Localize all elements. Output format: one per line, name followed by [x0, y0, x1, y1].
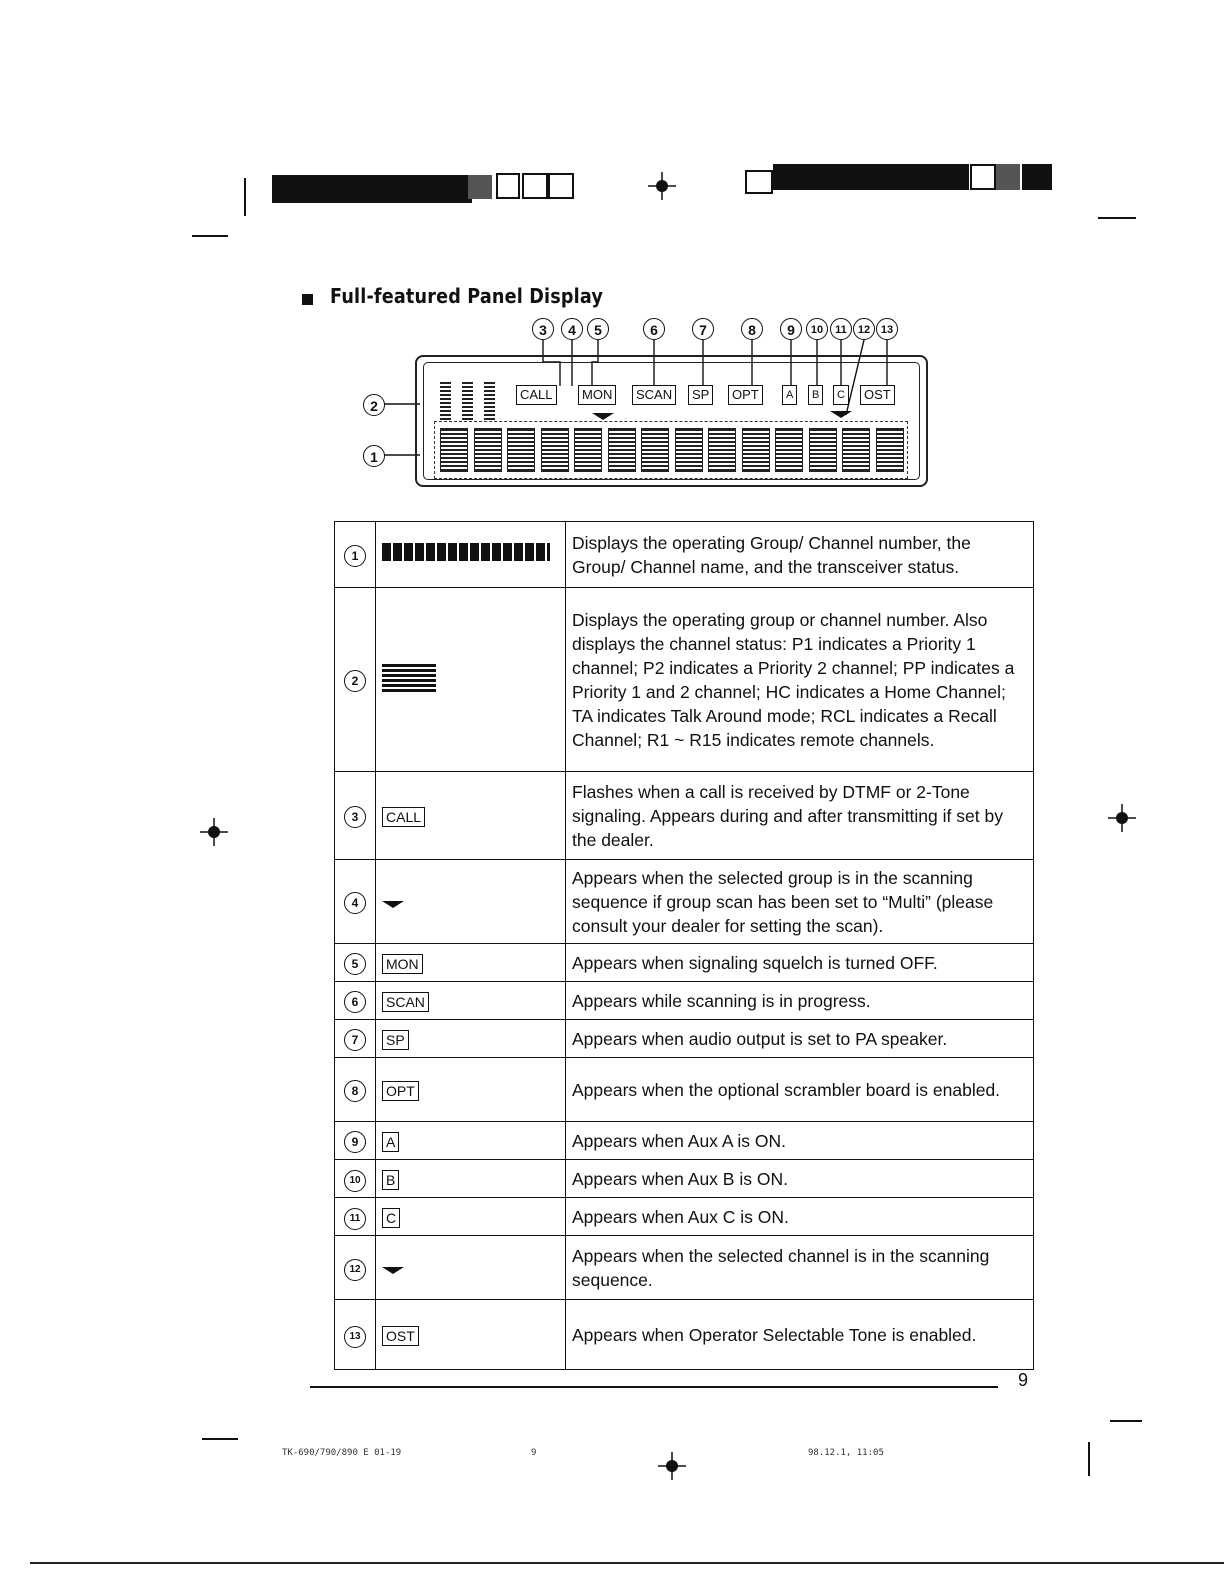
- table-row: [335, 1122, 1034, 1160]
- top-left-rule: [192, 235, 228, 237]
- page-number: 9: [1018, 1370, 1029, 1390]
- row-description: Appears when signaling squelch is turned OFF.: [566, 944, 1034, 982]
- row-number-cell: [335, 1058, 376, 1122]
- row-description: Appears when Operator Selectable Tone is enabled.: [566, 1300, 1034, 1370]
- callout-3: 3: [532, 318, 554, 340]
- header-bar-right-end: [1022, 164, 1052, 190]
- row-number: 7: [344, 1029, 366, 1051]
- bottom-right-rule: [1110, 1420, 1142, 1422]
- lcd-group-digit-3: [484, 382, 495, 420]
- indicator-symbol: C: [382, 1208, 400, 1228]
- row-number: 4: [344, 892, 366, 914]
- row-number: 2: [344, 670, 366, 692]
- row-symbol-cell: [376, 1236, 566, 1300]
- header-block-right-3: [996, 164, 1020, 190]
- callout-12: 12: [853, 318, 875, 340]
- lcd-digit: [742, 428, 770, 472]
- header-block-left-1: [468, 175, 492, 199]
- lcd-indicator-c: C: [833, 385, 849, 405]
- header-block-right-1: [745, 170, 773, 194]
- indicator-symbol: SCAN: [382, 992, 429, 1012]
- table-row: [335, 1198, 1034, 1236]
- row-number: 6: [344, 991, 366, 1013]
- row-symbol-cell: [376, 944, 566, 982]
- registration-mark-left-icon: [200, 818, 228, 846]
- lcd-digit: [775, 428, 803, 472]
- lcd-dashed-frame: [434, 421, 908, 479]
- row-number: 8: [344, 1080, 366, 1102]
- indicator-symbol: MON: [382, 954, 423, 974]
- row-description: Flashes when a call is received by DTMF or 2-Tone signaling. Appears during and after transmitting if set by the dealer.: [566, 772, 1034, 860]
- registration-mark-right-icon: [1108, 804, 1136, 832]
- indicator-symbol: A: [382, 1132, 399, 1152]
- left-margin-line: [244, 178, 246, 216]
- lcd-indicator-b: B: [808, 385, 823, 405]
- bottom-rule: [310, 1386, 998, 1388]
- lcd-group-digit-2: [462, 382, 473, 420]
- bottom-right-tick: [1088, 1442, 1090, 1476]
- callout-13: 13: [876, 318, 898, 340]
- callout-6: 6: [643, 318, 665, 340]
- row-number-cell: [335, 1236, 376, 1300]
- section-title: Full-featured Panel Display: [330, 284, 604, 308]
- lcd-digit: [474, 428, 502, 472]
- header-bar-right: [773, 164, 969, 190]
- row-number-cell: [335, 772, 376, 860]
- table-row: [335, 1160, 1034, 1198]
- bottom-left-rule: [202, 1438, 238, 1440]
- row-description: Appears when audio output is set to PA speaker.: [566, 1020, 1034, 1058]
- indicator-symbol: OST: [382, 1326, 419, 1346]
- display-description-table: [334, 521, 1034, 1370]
- header-block-left-3: [522, 173, 548, 199]
- row-number: 1: [344, 545, 366, 567]
- callout-7: 7: [692, 318, 714, 340]
- registration-mark-bottom-icon: [658, 1452, 686, 1480]
- row-description: Appears when the optional scrambler board is enabled.: [566, 1058, 1034, 1122]
- indicator-symbol: OPT: [382, 1081, 419, 1101]
- row-symbol-cell: [376, 1058, 566, 1122]
- top-right-rule: [1098, 217, 1136, 219]
- row-symbol-cell: [376, 1122, 566, 1160]
- table-row: [335, 772, 1034, 860]
- header-block-left-2: [496, 173, 520, 199]
- table-row: [335, 1300, 1034, 1370]
- row-description: Appears when Aux C is ON.: [566, 1198, 1034, 1236]
- row-number: 11: [344, 1208, 366, 1230]
- lcd-indicator-scan: SCAN: [632, 385, 676, 405]
- lcd-digit: [541, 428, 569, 472]
- row-number-cell: [335, 944, 376, 982]
- row-number-cell: [335, 1122, 376, 1160]
- row-symbol-cell: [376, 1300, 566, 1370]
- lcd-indicator-ost: OST: [860, 385, 895, 405]
- scan-arrow-icon: [382, 901, 404, 908]
- lcd-digit: [608, 428, 636, 472]
- header-bar-left: [272, 175, 472, 203]
- table-row: [335, 1236, 1034, 1300]
- callout-9: 9: [780, 318, 802, 340]
- table-row: [335, 982, 1034, 1020]
- indicator-symbol: CALL: [382, 807, 425, 827]
- lcd-digit: [876, 428, 904, 472]
- row-description: Appears when Aux A is ON.: [566, 1122, 1034, 1160]
- lcd-indicator-sp: SP: [688, 385, 713, 405]
- lcd-digit: [842, 428, 870, 472]
- header-block-right-2: [970, 164, 996, 190]
- registration-mark-top-icon: [648, 172, 676, 200]
- indicator-symbol: B: [382, 1170, 399, 1190]
- lcd-indicator-a: A: [782, 385, 797, 405]
- lcd-group-scan-arrow-icon: [592, 413, 614, 420]
- row-description: Appears when the selected channel is in the scanning sequence.: [566, 1236, 1034, 1300]
- footer-center: 9: [531, 1448, 537, 1458]
- row-number-cell: [335, 860, 376, 944]
- header-block-left-4: [548, 173, 574, 199]
- lcd-digit: [675, 428, 703, 472]
- row-symbol-cell: [376, 1020, 566, 1058]
- lcd-digit: [809, 428, 837, 472]
- scan-arrow-icon: [382, 1267, 404, 1274]
- callout-8: 8: [741, 318, 763, 340]
- callout-2: 2: [363, 394, 385, 416]
- lcd-digit: [507, 428, 535, 472]
- table-row: [335, 944, 1034, 982]
- callout-1: 1: [363, 445, 385, 467]
- row-number: 5: [344, 953, 366, 975]
- row-description: Appears when the selected group is in the scanning sequence if group scan has been set to “Multi” (please consult your dealer for setting the scan).: [566, 860, 1034, 944]
- footer-right: 98.12.1, 11:05: [808, 1448, 884, 1458]
- lcd-digit: [440, 428, 468, 472]
- callout-11: 11: [830, 318, 852, 340]
- table-row: [335, 522, 1034, 588]
- row-number: 3: [344, 806, 366, 828]
- lcd-digit: [708, 428, 736, 472]
- lcd-digit: [574, 428, 602, 472]
- lcd-indicator-mon: MON: [578, 385, 616, 405]
- row-symbol-cell: [376, 860, 566, 944]
- section-bullet: [302, 294, 313, 305]
- row-symbol-cell: [376, 1160, 566, 1198]
- row-number: 13: [344, 1326, 366, 1348]
- row-number-cell: [335, 522, 376, 588]
- lcd-indicator-call: CALL: [516, 385, 557, 405]
- row-number-cell: [335, 982, 376, 1020]
- row-number-cell: [335, 1198, 376, 1236]
- callout-5: 5: [587, 318, 609, 340]
- lcd-indicator-opt: OPT: [728, 385, 763, 405]
- row-description: Displays the operating group or channel number. Also displays the channel status: P1 indicates a Priority 1 channel; P2 indicates a Priority 2 channel; PP indicates a Priority 1 and 2 channel; HC indicates a Home Channel; TA indicates Talk Around mode; RCL indicates a Recall Channel; R1 ~ R15 indicates remote channels.: [566, 588, 1034, 772]
- row-number-cell: [335, 588, 376, 772]
- row-description: Appears when Aux B is ON.: [566, 1160, 1034, 1198]
- table-row: [335, 1020, 1034, 1058]
- page-bottom-line: [30, 1562, 1224, 1564]
- row-description: Displays the operating Group/ Channel number, the Group/ Channel name, and the transceiver status.: [566, 522, 1034, 588]
- row-description: Appears while scanning is in progress.: [566, 982, 1034, 1020]
- table-row: [335, 860, 1034, 944]
- row-number-cell: [335, 1300, 376, 1370]
- row-symbol-cell: [376, 982, 566, 1020]
- footer-left: TK-690/790/890 E 01-19: [282, 1448, 402, 1458]
- row-symbol-cell: [376, 588, 566, 772]
- row-number-cell: [335, 1020, 376, 1058]
- lcd-digit: [641, 428, 669, 472]
- indicator-symbol: SP: [382, 1030, 409, 1050]
- row-symbol-cell: [376, 1198, 566, 1236]
- row-number: 12: [344, 1259, 366, 1281]
- row-symbol-cell: [376, 522, 566, 588]
- group-number-display-icon: [382, 662, 436, 692]
- row-symbol-cell: [376, 772, 566, 860]
- table-row: [335, 588, 1034, 772]
- row-number: 10: [344, 1170, 366, 1192]
- lcd-channel-scan-arrow-icon: [830, 411, 852, 418]
- lcd-group-digit-1: [440, 382, 451, 420]
- row-number-cell: [335, 1160, 376, 1198]
- table-row: [335, 1058, 1034, 1122]
- callout-4: 4: [561, 318, 583, 340]
- segment-display-icon: [382, 543, 550, 561]
- row-number: 9: [344, 1131, 366, 1153]
- callout-10: 10: [806, 318, 828, 340]
